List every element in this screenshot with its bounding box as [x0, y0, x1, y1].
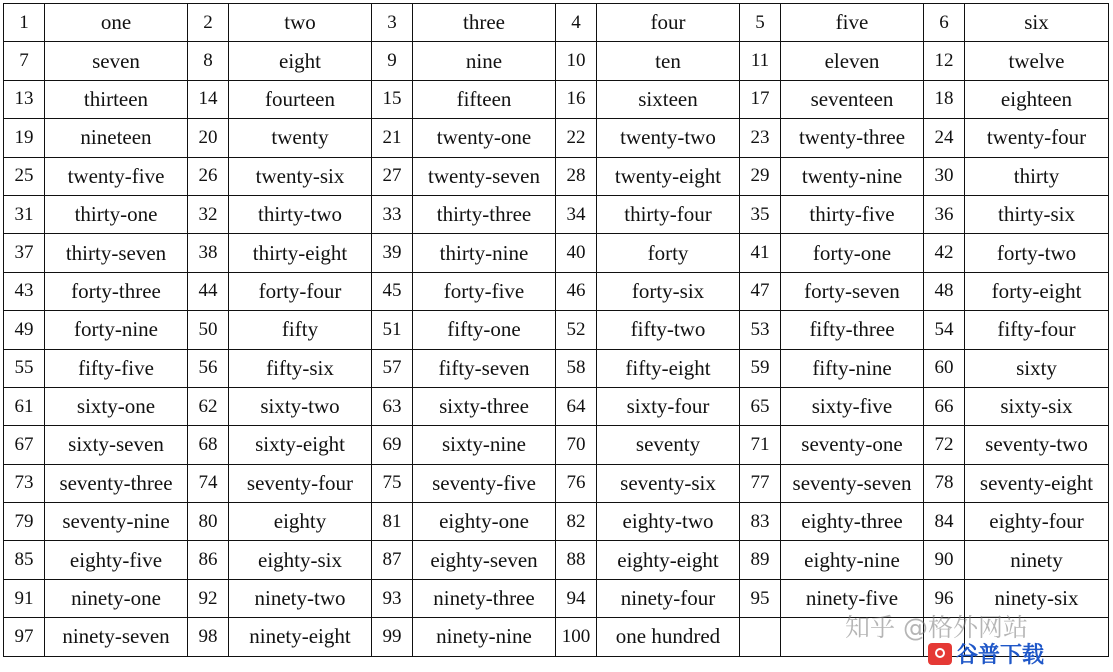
number-cell: 50 [188, 311, 229, 349]
number-cell: 64 [556, 387, 597, 425]
number-cell [924, 618, 965, 656]
word-cell: thirty-seven [45, 234, 188, 272]
word-cell: seventy-five [413, 464, 556, 502]
word-cell: forty [597, 234, 740, 272]
number-cell: 38 [188, 234, 229, 272]
word-cell: eight [229, 42, 372, 80]
word-cell: thirty-six [965, 195, 1109, 233]
word-cell: thirty-eight [229, 234, 372, 272]
word-cell: five [781, 4, 924, 42]
table-row [4, 157, 1109, 195]
number-cell: 94 [556, 579, 597, 617]
watermark-text: 知乎 @格外网站 [845, 613, 1028, 642]
word-cell: ninety-nine [413, 618, 556, 656]
table-row [4, 464, 1109, 502]
number-cell: 81 [372, 503, 413, 541]
number-cell: 8 [188, 42, 229, 80]
word-cell: seventy-seven [781, 464, 924, 502]
number-cell: 88 [556, 541, 597, 579]
word-cell: twenty-two [597, 119, 740, 157]
number-cell: 34 [556, 195, 597, 233]
number-cell: 65 [740, 387, 781, 425]
word-cell: sixty-three [413, 387, 556, 425]
number-cell: 66 [924, 387, 965, 425]
word-cell: fifty-six [229, 349, 372, 387]
number-cell: 62 [188, 387, 229, 425]
number-cell: 57 [372, 349, 413, 387]
word-cell: seventy-six [597, 464, 740, 502]
number-cell: 67 [4, 426, 45, 464]
number-cell: 92 [188, 579, 229, 617]
word-cell: twenty-six [229, 157, 372, 195]
word-cell: fifty-four [965, 311, 1109, 349]
number-cell: 69 [372, 426, 413, 464]
word-cell: fifteen [413, 80, 556, 118]
number-cell: 6 [924, 4, 965, 42]
word-cell: nineteen [45, 119, 188, 157]
number-cell: 75 [372, 464, 413, 502]
word-cell: eighteen [965, 80, 1109, 118]
word-cell: thirty-nine [413, 234, 556, 272]
number-cell: 30 [924, 157, 965, 195]
word-cell: eighty-one [413, 503, 556, 541]
word-cell: twenty-seven [413, 157, 556, 195]
number-cell: 45 [372, 272, 413, 310]
number-cell: 1 [4, 4, 45, 42]
word-cell: forty-two [965, 234, 1109, 272]
word-cell: twelve [965, 42, 1109, 80]
word-cell: sixty [965, 349, 1109, 387]
number-cell: 95 [740, 579, 781, 617]
word-cell: fifty-five [45, 349, 188, 387]
word-cell: fifty-three [781, 311, 924, 349]
number-cell: 15 [372, 80, 413, 118]
number-cell: 48 [924, 272, 965, 310]
number-cell: 26 [188, 157, 229, 195]
number-cell: 71 [740, 426, 781, 464]
word-cell: ninety-four [597, 579, 740, 617]
word-cell: two [229, 4, 372, 42]
number-cell: 56 [188, 349, 229, 387]
word-cell: seven [45, 42, 188, 80]
word-cell: seventy-two [965, 426, 1109, 464]
number-cell: 63 [372, 387, 413, 425]
table-row [4, 80, 1109, 118]
number-cell: 28 [556, 157, 597, 195]
number-cell: 10 [556, 42, 597, 80]
word-cell: thirty-five [781, 195, 924, 233]
word-cell: forty-six [597, 272, 740, 310]
number-cell: 79 [4, 503, 45, 541]
word-cell: ninety-six [965, 579, 1109, 617]
number-cell: 12 [924, 42, 965, 80]
number-cell: 20 [188, 119, 229, 157]
watermark-site-label: 谷普下载 [956, 643, 1045, 668]
number-cell: 3 [372, 4, 413, 42]
word-cell: sixty-seven [45, 426, 188, 464]
table-row [4, 311, 1109, 349]
word-cell: seventy-eight [965, 464, 1109, 502]
number-cell: 21 [372, 119, 413, 157]
number-cell: 90 [924, 541, 965, 579]
number-cell: 55 [4, 349, 45, 387]
word-cell: sixty-six [965, 387, 1109, 425]
word-cell: forty-three [45, 272, 188, 310]
word-cell: eighty-three [781, 503, 924, 541]
word-cell: four [597, 4, 740, 42]
word-cell: forty-nine [45, 311, 188, 349]
word-cell: eighty [229, 503, 372, 541]
word-cell: thirty-four [597, 195, 740, 233]
word-cell: thirty-three [413, 195, 556, 233]
number-cell: 58 [556, 349, 597, 387]
word-cell: forty-four [229, 272, 372, 310]
number-cell: 99 [372, 618, 413, 656]
number-cell: 61 [4, 387, 45, 425]
number-cell: 23 [740, 119, 781, 157]
word-cell: sixty-eight [229, 426, 372, 464]
word-cell: ninety-five [781, 579, 924, 617]
word-cell: ninety-eight [229, 618, 372, 656]
word-cell: sixty-one [45, 387, 188, 425]
number-cell: 32 [188, 195, 229, 233]
number-cell: 40 [556, 234, 597, 272]
number-cell: 22 [556, 119, 597, 157]
number-cell: 18 [924, 80, 965, 118]
table-row [4, 119, 1109, 157]
word-cell: seventy-one [781, 426, 924, 464]
word-cell [781, 618, 924, 656]
number-cell: 96 [924, 579, 965, 617]
word-cell: eighty-nine [781, 541, 924, 579]
word-cell: twenty-nine [781, 157, 924, 195]
word-cell: forty-eight [965, 272, 1109, 310]
word-cell: eighty-five [45, 541, 188, 579]
number-cell: 93 [372, 579, 413, 617]
number-cell: 60 [924, 349, 965, 387]
number-cell: 43 [4, 272, 45, 310]
word-cell: sixteen [597, 80, 740, 118]
number-cell: 77 [740, 464, 781, 502]
table-row [4, 4, 1109, 42]
number-cell: 70 [556, 426, 597, 464]
word-cell: fourteen [229, 80, 372, 118]
number-cell: 84 [924, 503, 965, 541]
number-cell: 35 [740, 195, 781, 233]
word-cell: ninety-one [45, 579, 188, 617]
number-cell: 39 [372, 234, 413, 272]
table-row [4, 426, 1109, 464]
number-cell: 72 [924, 426, 965, 464]
word-cell: seventy [597, 426, 740, 464]
number-cell: 89 [740, 541, 781, 579]
word-cell: twenty-four [965, 119, 1109, 157]
number-cell: 31 [4, 195, 45, 233]
table-body [4, 4, 1109, 657]
number-cell: 59 [740, 349, 781, 387]
number-cell: 41 [740, 234, 781, 272]
word-cell: fifty-one [413, 311, 556, 349]
word-cell: eighty-eight [597, 541, 740, 579]
number-cell: 87 [372, 541, 413, 579]
number-cell: 80 [188, 503, 229, 541]
word-cell: fifty-two [597, 311, 740, 349]
word-cell: eighty-six [229, 541, 372, 579]
word-cell: fifty [229, 311, 372, 349]
word-cell: thirty-two [229, 195, 372, 233]
word-cell: twenty-one [413, 119, 556, 157]
number-cell: 17 [740, 80, 781, 118]
table-row [4, 618, 1109, 656]
number-cell [740, 618, 781, 656]
number-cell: 16 [556, 80, 597, 118]
word-cell: ninety-two [229, 579, 372, 617]
word-cell: eleven [781, 42, 924, 80]
number-cell: 83 [740, 503, 781, 541]
number-cell: 27 [372, 157, 413, 195]
word-cell: forty-one [781, 234, 924, 272]
number-cell: 98 [188, 618, 229, 656]
word-cell: ninety-three [413, 579, 556, 617]
number-cell: 11 [740, 42, 781, 80]
number-cell: 19 [4, 119, 45, 157]
number-cell: 51 [372, 311, 413, 349]
number-cell: 44 [188, 272, 229, 310]
number-cell: 46 [556, 272, 597, 310]
table-row [4, 234, 1109, 272]
number-cell: 53 [740, 311, 781, 349]
word-cell: eighty-four [965, 503, 1109, 541]
number-cell: 5 [740, 4, 781, 42]
number-cell: 74 [188, 464, 229, 502]
number-cell: 73 [4, 464, 45, 502]
word-cell: sixty-five [781, 387, 924, 425]
word-cell: ten [597, 42, 740, 80]
table-row [4, 349, 1109, 387]
word-cell: eighty-seven [413, 541, 556, 579]
word-cell: sixty-two [229, 387, 372, 425]
word-cell: fifty-seven [413, 349, 556, 387]
number-cell: 7 [4, 42, 45, 80]
number-cell: 47 [740, 272, 781, 310]
number-cell: 2 [188, 4, 229, 42]
word-cell: seventy-four [229, 464, 372, 502]
table-row [4, 272, 1109, 310]
word-cell: seventy-three [45, 464, 188, 502]
table-row [4, 579, 1109, 617]
word-cell: three [413, 4, 556, 42]
number-cell: 25 [4, 157, 45, 195]
number-cell: 82 [556, 503, 597, 541]
number-cell: 52 [556, 311, 597, 349]
word-cell: ninety [965, 541, 1109, 579]
number-cell: 29 [740, 157, 781, 195]
word-cell: sixty-four [597, 387, 740, 425]
number-cell: 91 [4, 579, 45, 617]
word-cell: fifty-eight [597, 349, 740, 387]
number-cell: 68 [188, 426, 229, 464]
word-cell: ninety-seven [45, 618, 188, 656]
word-cell: seventeen [781, 80, 924, 118]
word-cell [965, 618, 1109, 656]
table-row [4, 195, 1109, 233]
table-row [4, 42, 1109, 80]
word-cell: twenty [229, 119, 372, 157]
table-row [4, 387, 1109, 425]
word-cell: seventy-nine [45, 503, 188, 541]
number-cell: 36 [924, 195, 965, 233]
word-cell: thirty [965, 157, 1109, 195]
word-cell: fifty-nine [781, 349, 924, 387]
table-row [4, 503, 1109, 541]
table-row [4, 541, 1109, 579]
number-cell: 24 [924, 119, 965, 157]
number-cell: 97 [4, 618, 45, 656]
word-cell: thirteen [45, 80, 188, 118]
number-cell: 86 [188, 541, 229, 579]
number-cell: 49 [4, 311, 45, 349]
word-cell: thirty-one [45, 195, 188, 233]
word-cell: nine [413, 42, 556, 80]
number-cell: 42 [924, 234, 965, 272]
number-cell: 37 [4, 234, 45, 272]
number-cell: 33 [372, 195, 413, 233]
word-cell: eighty-two [597, 503, 740, 541]
number-cell: 9 [372, 42, 413, 80]
word-cell: one hundred [597, 618, 740, 656]
word-cell: twenty-five [45, 157, 188, 195]
word-cell: one [45, 4, 188, 42]
word-cell: sixty-nine [413, 426, 556, 464]
number-words-table [3, 3, 1109, 657]
number-cell: 14 [188, 80, 229, 118]
word-cell: twenty-eight [597, 157, 740, 195]
number-cell: 100 [556, 618, 597, 656]
number-cell: 76 [556, 464, 597, 502]
word-cell: forty-five [413, 272, 556, 310]
word-cell: twenty-three [781, 119, 924, 157]
number-cell: 54 [924, 311, 965, 349]
number-cell: 85 [4, 541, 45, 579]
number-cell: 4 [556, 4, 597, 42]
number-cell: 13 [4, 80, 45, 118]
number-cell: 78 [924, 464, 965, 502]
word-cell: six [965, 4, 1109, 42]
word-cell: forty-seven [781, 272, 924, 310]
